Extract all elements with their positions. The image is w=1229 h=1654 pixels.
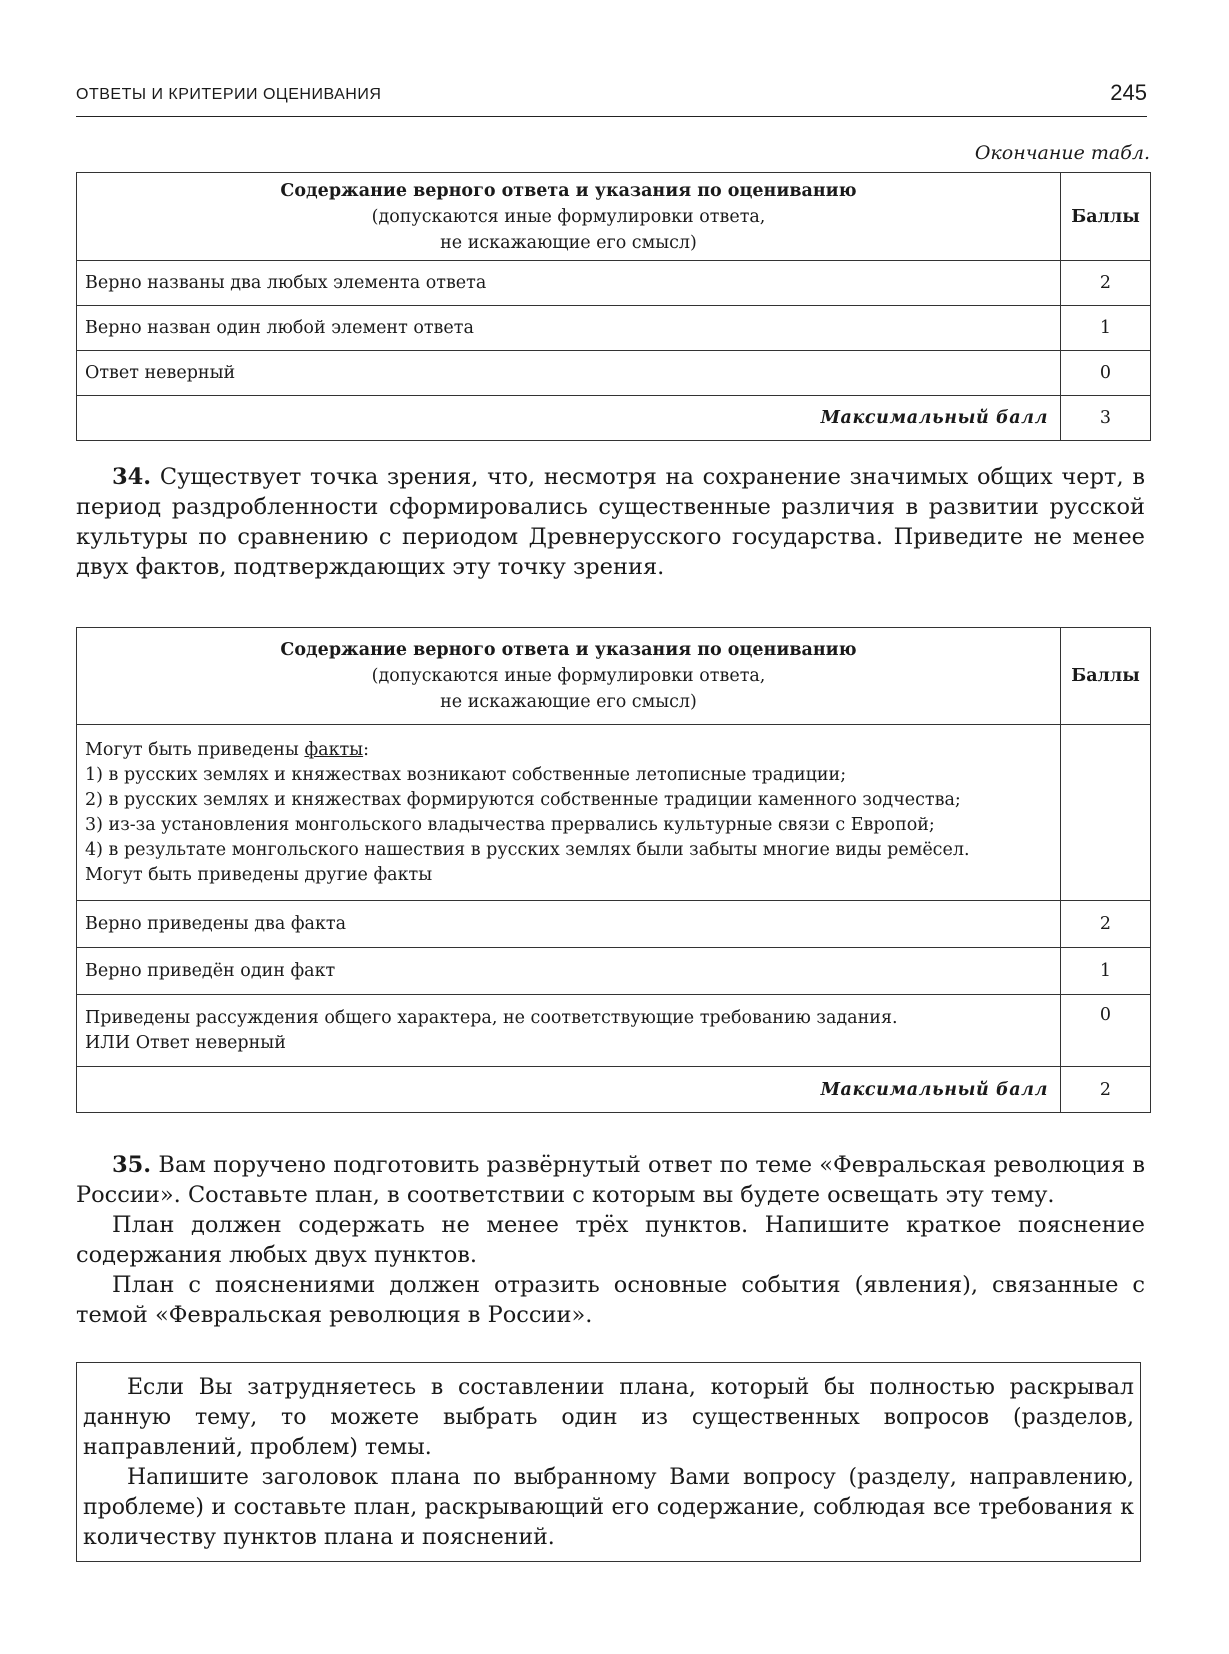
criterion-score: 2 [1061,261,1151,306]
facts-intro-prefix: Могут быть приведены [85,739,305,760]
fact-item: 3) из-за установления монгольского владычества прервались культурные связи с Европой; [85,814,935,835]
content-header-line: не искажающие его смысл) [440,692,697,712]
task-35-p1 [76,1150,1145,1210]
criterion-score: 1 [1061,948,1151,995]
task-35-p2: План должен содержать не менее трёх пунктов. Напишите краткое пояснение содержания любых двух пунктов. [76,1212,1145,1268]
facts-intro-suffix: : [363,739,370,760]
table-row [77,351,1151,396]
content-header-line: Содержание верного ответа и указания по оцениванию [280,180,857,201]
task-body: Вам поручено подготовить развёрнутый ответ по теме «Февральская революция в России». Составьте план, в соответствии с которым вы будете освещать эту тему. [76,1152,1145,1208]
fact-item: 2) в русских землях и княжествах формируются собственные традиции каменного зодчества; [85,789,961,810]
criterion-text: Верно приведён один факт [77,948,1061,995]
fact-item: 1) в русских землях и княжествах возникают собственные летописные традиции; [85,764,847,785]
task-body: Существует точка зрения, что, несмотря на сохранение значимых общих черт, в период раздробленности сформировались существенные различия в развитии русской культуры по сравнению с периодом Древнерусского государства. Приведите не менее двух фактов, подтверждающих эту точку зрения. [76,464,1145,580]
hint-paragraph: Напишите заголовок плана по выбранному Вами вопросу (разделу, направлению, проблеме) и составьте план, раскрывающий его содержание, соблюдая все требования к количеству пунктов плана и пояснений. [83,1465,1134,1550]
content-header-line: не искажающие его смысл) [440,232,697,253]
content-header [77,173,1061,261]
content-header-line: Содержание верного ответа и указания по оцениванию [280,640,857,660]
task-35-p3: План с пояснениями должен отразить основные события (явления), связанные с темой «Февральская революция в России». [76,1272,1145,1328]
facts-row [77,725,1151,901]
content-header-line: (допускаются иные формулировки ответа, [371,206,766,227]
max-score-label: Максимальный балл [77,1067,1061,1113]
table-row [77,261,1151,306]
task-34 [76,462,1145,582]
facts-cell [77,725,1061,901]
fact-item: 4) в результате монгольского нашествия в русских землях были забыты многие виды ремёсел. [85,839,970,860]
score-header: Баллы [1061,628,1151,725]
criterion-score: 0 [1061,351,1151,396]
page-number: 245 [1110,80,1147,105]
facts-intro [85,738,1060,763]
grading-table-33 [76,172,1151,441]
task-number: 34. [112,464,152,490]
facts-score-empty [1061,725,1151,901]
max-score-value: 2 [1061,1067,1151,1113]
table-row [77,306,1151,351]
grading-table-34 [76,627,1151,1113]
criterion-text: Верно названы два любых элемента ответа [77,261,1061,306]
max-score-row [77,1067,1151,1113]
table-row [77,995,1151,1067]
table-caption: Окончание табл. [974,142,1150,164]
criterion-score: 1 [1061,306,1151,351]
hint-box [76,1362,1141,1562]
running-header [76,80,1147,117]
criterion-text: Верно назван один любой элемент ответа [77,306,1061,351]
max-score-label: Максимальный балл [77,396,1061,441]
criterion-text: Верно приведены два факта [77,901,1061,948]
criterion-text [77,995,1061,1067]
criterion-text-line: Приведены рассуждения общего характера, не соответствующие требованию задания. [85,1007,898,1028]
max-score-row [77,396,1151,441]
table-header-row [77,173,1151,261]
table-header-row [77,628,1151,725]
content-header-line: (допускаются иные формулировки ответа, [371,666,766,686]
criterion-text: Ответ неверный [77,351,1061,396]
facts-outro: Могут быть приведены другие факты [85,864,433,885]
max-score-value: 3 [1061,396,1151,441]
criterion-score: 0 [1061,995,1151,1067]
task-34-text [76,462,1145,582]
content-header [77,628,1061,725]
score-header: Баллы [1061,173,1151,261]
task-35 [76,1150,1145,1330]
criterion-text-line: ИЛИ Ответ неверный [85,1032,286,1053]
table-row [77,901,1151,948]
table-row [77,948,1151,995]
task-number: 35. [112,1152,152,1178]
hint-paragraph: Если Вы затрудняетесь в составлении плана, который бы полностью раскрывал данную тему, то можете выбрать один из существенных вопросов (разделов, направлений, проблем) темы. [83,1375,1134,1460]
running-title: ОТВЕТЫ И КРИТЕРИИ ОЦЕНИВАНИЯ [76,86,382,103]
criterion-score: 2 [1061,901,1151,948]
facts-intro-word: факты [304,739,364,760]
